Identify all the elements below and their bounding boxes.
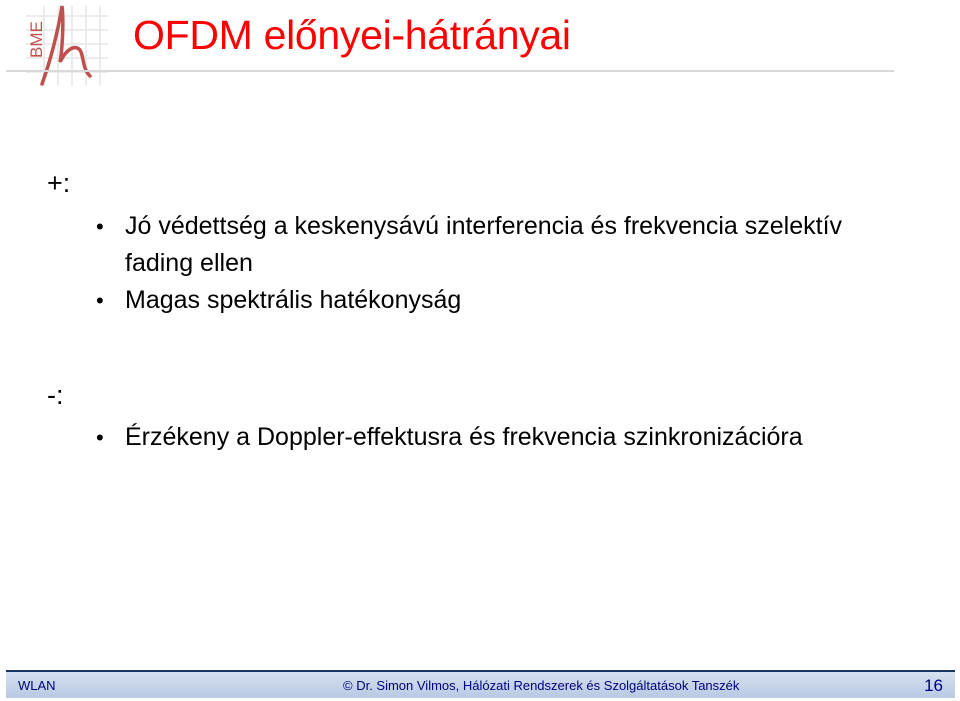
pros-list <box>96 208 856 319</box>
slide-title: OFDM előnyei-hátrányai <box>133 12 571 58</box>
page-number: 16 <box>924 676 943 695</box>
footer-bar <box>6 670 955 698</box>
logo-text: BME <box>27 21 46 58</box>
cons-label: -: <box>47 380 64 410</box>
list-item-text: Magas spektrális hatékonyság <box>125 286 462 314</box>
bme-logo <box>22 2 112 88</box>
cons-list <box>96 419 946 456</box>
list-item <box>96 282 856 319</box>
list-item-text: Jó védettség a keskenysávú interferencia és frekvencia szelektív fading ellen <box>125 212 843 277</box>
title-divider <box>6 70 894 72</box>
pros-label: +: <box>47 168 71 198</box>
bullet-icon: • <box>96 425 104 450</box>
list-item <box>96 208 856 282</box>
list-item <box>96 419 946 456</box>
bullet-icon: • <box>96 214 104 239</box>
bullet-icon: • <box>96 288 104 313</box>
footer-copyright: © Dr. Simon Vilmos, Hálózati Rendszerek és Szolgáltatások Tanszék <box>343 678 740 693</box>
list-item-text: Érzékeny a Doppler-effektusra és frekvencia szinkronizációra <box>125 423 803 451</box>
footer-course-label: WLAN <box>18 678 56 693</box>
